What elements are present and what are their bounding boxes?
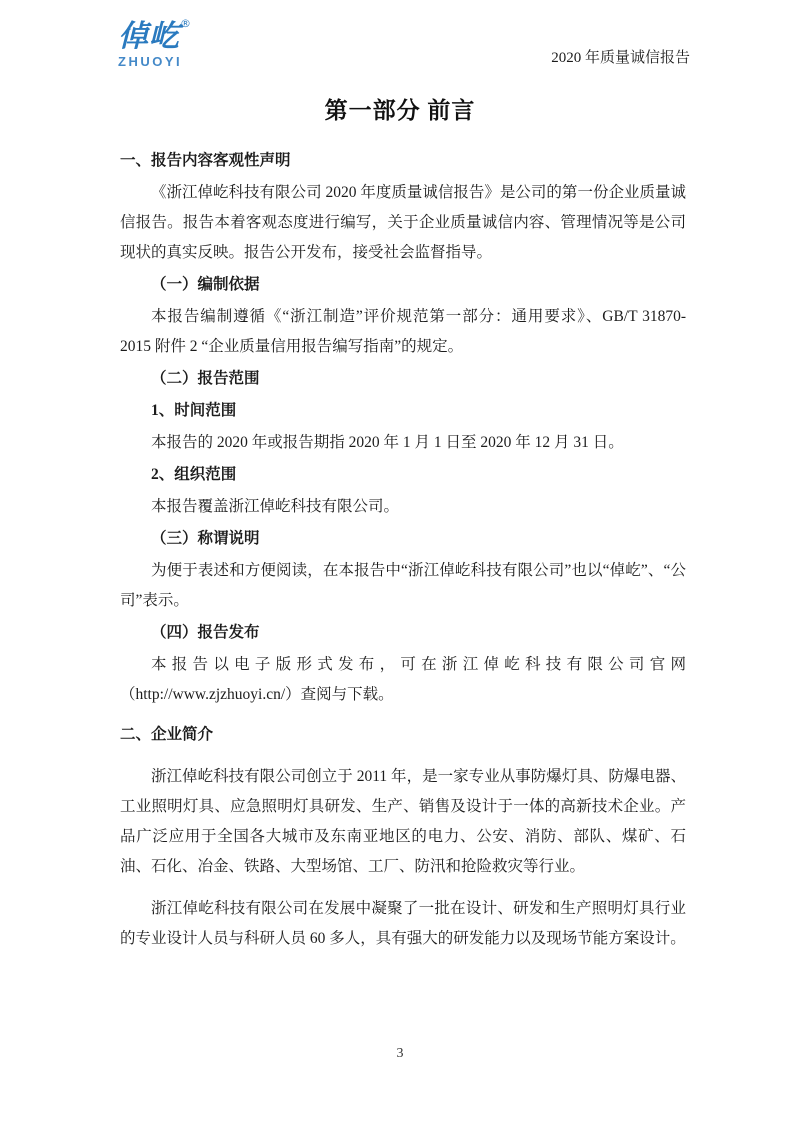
sub-heading: （二）报告范围 <box>151 370 260 387</box>
paragraph: 浙江倬屹科技有限公司创立于 2011 年，是一家专业从事防爆灯具、防爆电器、工业照明灯具、应急照明灯具研发、生产、销售及设计于一体的高新技术企业。产品广泛应用于全国各大城市及东南亚地区的电力、公安、消防、部队、煤矿、石油、石化、冶金、铁路、大型场馆、工厂、防汛和抢险救灾等行业。 <box>120 768 686 875</box>
logo-wordmark-latin: ZHUOYI <box>118 54 183 69</box>
company-logo <box>118 17 191 69</box>
sub-sub-heading: 1、时间范围 <box>151 402 237 419</box>
header-report-label: 2020 年质量诚信报告 <box>551 50 690 66</box>
paragraph: 为便于表述和方便阅读，在本报告中“浙江倬屹科技有限公司”也以“倬屹”、“公司”表示。 <box>120 562 686 609</box>
sub-heading: （三）称谓说明 <box>151 530 260 547</box>
section-heading: 二、企业简介 <box>120 726 214 743</box>
paragraph: 本报告以电子版形式发布，可在浙江倬屹科技有限公司官网（http://www.zjzhuoyi.cn/）查阅与下载。 <box>120 656 686 703</box>
logo-hanzi-text: 倬屹 <box>118 19 180 54</box>
paragraph: 本报告编制遵循《“浙江制造”评价规范第一部分：通用要求》、GB/T 31870-2015 附件 2 “企业质量信用报告编写指南”的规定。 <box>120 308 686 355</box>
document-body <box>120 146 686 954</box>
paragraph: 浙江倬屹科技有限公司在发展中凝聚了一批在设计、研发和生产照明灯具行业的专业设计人员与科研人员 60 多人，具有强大的研发能力以及现场节能方案设计。 <box>120 900 686 947</box>
logo-wordmark-cn <box>118 17 191 54</box>
paragraph: 本报告覆盖浙江倬屹科技有限公司。 <box>151 498 400 515</box>
registered-trademark-icon: ® <box>180 17 191 30</box>
paragraph: 《浙江倬屹科技有限公司 2020 年度质量诚信报告》是公司的第一份企业质量诚信报告。报告本着客观态度进行编写，关于企业质量诚信内容、管理情况等是公司现状的真实反映。报告公开发布，接受社会监督指导。 <box>120 184 686 261</box>
sub-heading: （一）编制依据 <box>151 276 260 293</box>
sub-sub-heading: 2、组织范围 <box>151 466 237 483</box>
page-number: 3 <box>396 1046 404 1061</box>
sub-heading: （四）报告发布 <box>151 624 260 641</box>
paragraph: 本报告的 2020 年或报告期指 2020 年 1 月 1 日至 2020 年 12 月 31 日。 <box>151 434 624 451</box>
page-title: 第一部分 前言 <box>324 98 476 123</box>
section-heading: 一、报告内容客观性声明 <box>120 152 291 169</box>
